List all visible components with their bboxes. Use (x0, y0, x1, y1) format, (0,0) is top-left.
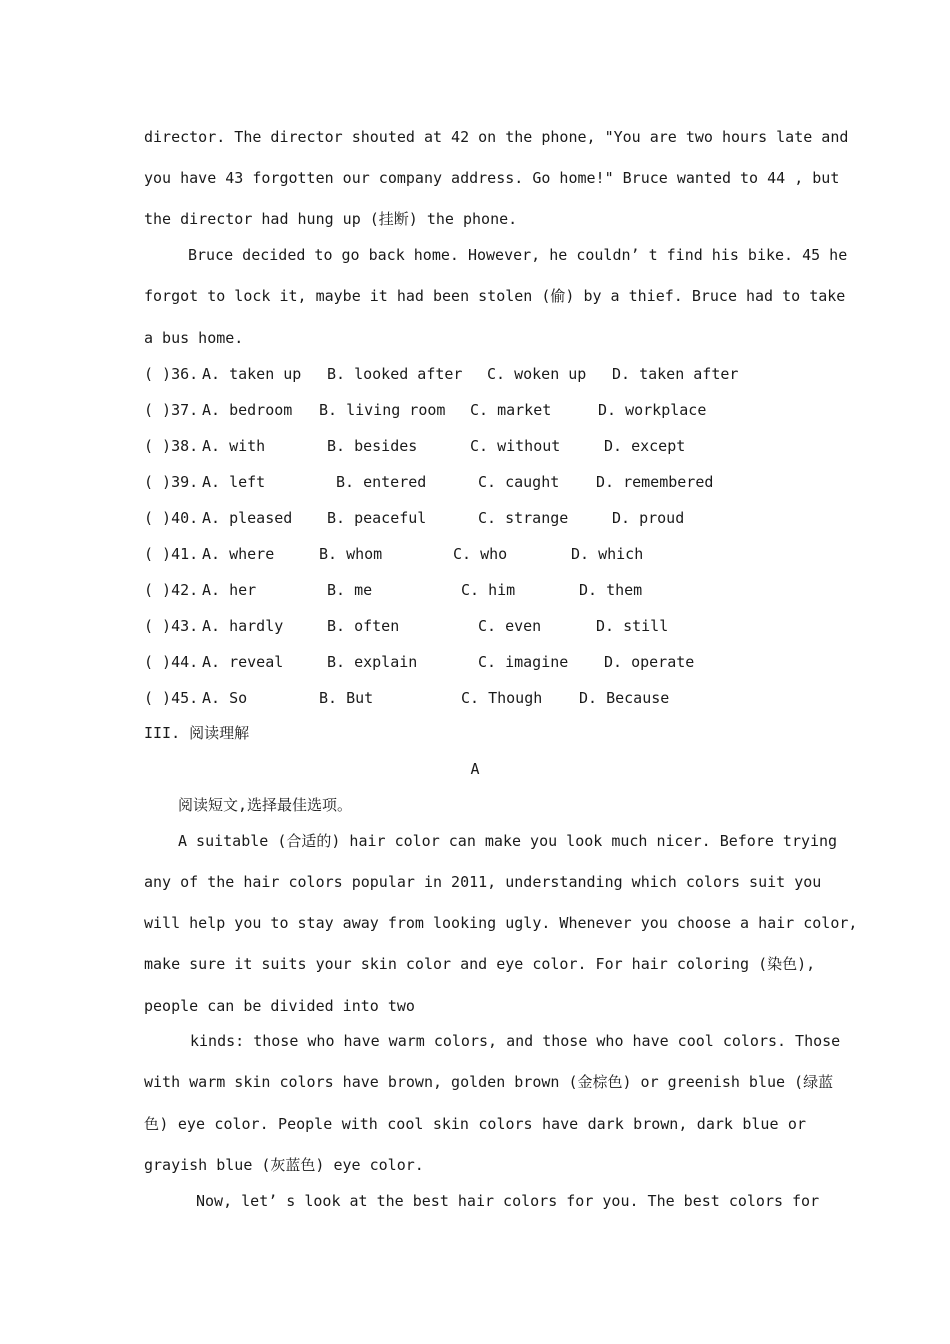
question-row (144, 688, 824, 708)
passage-line: will help you to stay away from looking ugly. Whenever you choose a hair color, (144, 914, 858, 932)
option-d: D. proud (612, 509, 685, 527)
option-c: C. even (478, 617, 542, 635)
option-a: A. pleased (202, 509, 293, 527)
passage-line: A suitable (合适的) hair color can make you look much nicer. Before trying (178, 832, 838, 850)
option-c: C. imagine (478, 653, 569, 671)
question-row (144, 580, 824, 600)
option-a: A. So (202, 689, 248, 707)
passage-line: 色) eye color. People with cool skin colors have dark brown, dark blue or (144, 1115, 806, 1133)
option-b: B. living room (319, 401, 446, 419)
option-a: A. her (202, 581, 257, 599)
question-number: ( )43. (144, 617, 199, 635)
option-b: B. me (327, 581, 373, 599)
instruction: 阅读短文,选择最佳选项。 (178, 796, 353, 814)
option-a: A. left (202, 473, 266, 491)
option-a: A. where (202, 545, 275, 563)
option-b: B. whom (319, 545, 383, 563)
option-a: A. hardly (202, 617, 284, 635)
passage-line: Now, let’ s look at the best hair colors for you. The best colors for (196, 1192, 820, 1210)
option-c: C. market (470, 401, 552, 419)
option-d: D. taken after (612, 365, 739, 383)
option-a: A. bedroom (202, 401, 293, 419)
question-row (144, 616, 824, 636)
option-d: D. remembered (596, 473, 714, 491)
passage-line: grayish blue (灰蓝色) eye color. (144, 1156, 424, 1174)
passage-line: director. The director shouted at 42 on the phone, "You are two hours late and (144, 128, 849, 146)
question-number: ( )42. (144, 581, 199, 599)
option-c: C. without (470, 437, 561, 455)
question-number: ( )38. (144, 437, 199, 455)
passage-line: forgot to lock it, maybe it had been stolen (偷) by a thief. Bruce had to take (144, 287, 846, 305)
passage-line: the director had hung up (挂断) the phone. (144, 210, 518, 228)
option-b: B. But (319, 689, 374, 707)
question-row (144, 364, 824, 384)
part-label: A (470, 760, 480, 778)
question-number: ( )37. (144, 401, 199, 419)
option-c: C. Though (461, 689, 543, 707)
passage-line: kinds: those who have warm colors, and those who have cool colors. Those (190, 1032, 841, 1050)
option-b: B. peaceful (327, 509, 427, 527)
option-c: C. strange (478, 509, 569, 527)
option-d: D. workplace (598, 401, 707, 419)
passage-line: make sure it suits your skin color and eye color. For hair coloring (染色), (144, 955, 816, 973)
section-heading: III. 阅读理解 (144, 724, 250, 742)
option-c: C. him (461, 581, 516, 599)
option-b: B. often (327, 617, 400, 635)
question-number: ( )36. (144, 365, 199, 383)
option-c: C. woken up (487, 365, 587, 383)
question-row (144, 400, 824, 420)
option-d: D. still (596, 617, 669, 635)
option-a: A. taken up (202, 365, 302, 383)
option-d: D. Because (579, 689, 670, 707)
passage-line: any of the hair colors popular in 2011, understanding which colors suit you (144, 873, 822, 891)
option-b: B. besides (327, 437, 418, 455)
question-number: ( )41. (144, 545, 199, 563)
option-b: B. explain (327, 653, 418, 671)
passage-line: you have 43 forgotten our company address. Go home!" Bruce wanted to 44 , but (144, 169, 840, 187)
option-d: D. which (571, 545, 644, 563)
question-number: ( )40. (144, 509, 199, 527)
question-row (144, 472, 824, 492)
question-number: ( )39. (144, 473, 199, 491)
passage-line: with warm skin colors have brown, golden brown (金棕色) or greenish blue (绿蓝 (144, 1073, 834, 1091)
question-row (144, 652, 824, 672)
option-b: B. looked after (327, 365, 463, 383)
option-d: D. except (604, 437, 686, 455)
option-c: C. who (453, 545, 508, 563)
option-c: C. caught (478, 473, 560, 491)
question-row (144, 544, 824, 564)
option-d: D. operate (604, 653, 695, 671)
passage-line: people can be divided into two (144, 997, 415, 1015)
option-d: D. them (579, 581, 643, 599)
question-row (144, 436, 824, 456)
question-row (144, 508, 824, 528)
question-number: ( )44. (144, 653, 199, 671)
passage-line: Bruce decided to go back home. However, he couldn’ t find his bike. 45 he (188, 246, 848, 264)
passage-line: a bus home. (144, 329, 244, 347)
option-a: A. with (202, 437, 266, 455)
option-a: A. reveal (202, 653, 284, 671)
question-number: ( )45. (144, 689, 199, 707)
option-b: B. entered (336, 473, 427, 491)
